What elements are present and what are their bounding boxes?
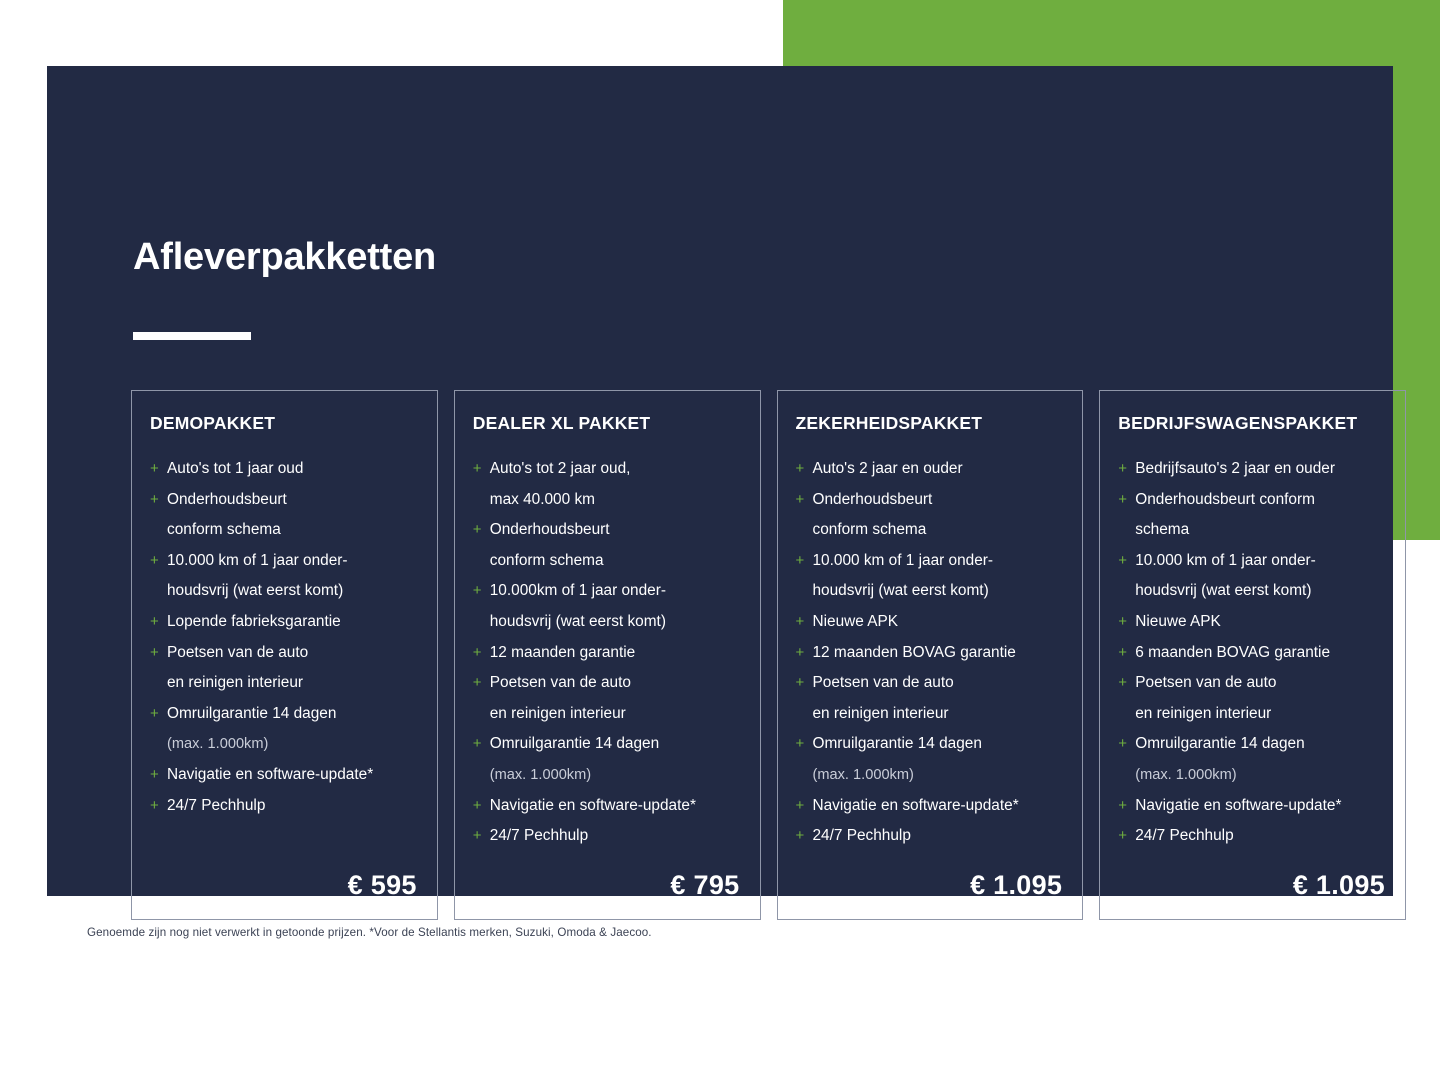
feature-label: Navigatie en software-update*: [1135, 796, 1342, 814]
feature-label-continuation: houdsvrij (wat eerst komt): [489, 612, 666, 630]
feature-label: Poetsen van de auto: [489, 674, 631, 692]
feature-item: [796, 546, 1063, 607]
feature-item: [796, 821, 1063, 852]
feature-label: Onderhoudsbeurt: [489, 521, 610, 539]
feature-item: [1118, 791, 1385, 822]
feature-label: Navigatie en software-update*: [167, 765, 374, 783]
feature-item: [150, 454, 417, 485]
plus-icon: +: [795, 735, 805, 753]
package-card: [777, 390, 1084, 920]
plus-icon: +: [472, 643, 482, 661]
feature-item: [796, 454, 1063, 485]
feature-label: Navigatie en software-update*: [812, 796, 1019, 814]
feature-label: Auto's tot 1 jaar oud: [167, 460, 304, 477]
package-card-title: DEALER XL PAKKET: [472, 413, 651, 433]
feature-item: [796, 638, 1063, 669]
package-card: [1099, 390, 1406, 920]
package-card: [131, 390, 438, 920]
feature-label-continuation: conform schema: [489, 551, 604, 569]
plus-icon: +: [150, 612, 159, 630]
feature-item: [473, 668, 740, 729]
feature-list: [796, 454, 1063, 852]
feature-label: Omruilgarantie 14 dagen: [167, 704, 337, 722]
plus-icon: +: [150, 643, 159, 661]
title-underline-rule: [133, 332, 251, 340]
feature-label: Lopende fabrieksgarantie: [167, 612, 341, 630]
feature-label: 10.000 km of 1 jaar onder-: [812, 551, 994, 569]
plus-icon: +: [1118, 827, 1128, 845]
plus-icon: +: [472, 827, 482, 845]
feature-label-continuation: en reinigen interieur: [1135, 704, 1272, 722]
feature-label-continuation: en reinigen interieur: [489, 704, 626, 722]
feature-label: Nieuwe APK: [1135, 612, 1221, 630]
plus-icon: +: [150, 460, 159, 477]
feature-label-continuation: max 40.000 km: [489, 490, 595, 508]
feature-label: Auto's 2 jaar en ouder: [812, 460, 963, 477]
feature-label: 24/7 Pechhulp: [1135, 827, 1234, 845]
feature-label-continuation: en reinigen interieur: [167, 674, 304, 692]
feature-label: Onderhoudsbeurt conform: [1135, 490, 1315, 508]
plus-icon: +: [150, 551, 159, 569]
plus-icon: +: [472, 674, 482, 692]
feature-item: [1118, 607, 1385, 638]
plus-icon: +: [1118, 643, 1128, 661]
plus-icon: +: [472, 521, 482, 539]
feature-item: [796, 607, 1063, 638]
plus-icon: +: [795, 796, 805, 814]
plus-icon: +: [795, 460, 805, 477]
feature-label: Navigatie en software-update*: [489, 796, 696, 814]
feature-item: [1118, 729, 1385, 790]
feature-label: Auto's tot 2 jaar oud,: [489, 460, 631, 477]
plus-icon: +: [1118, 551, 1128, 569]
plus-icon: +: [150, 796, 159, 814]
feature-label-continuation: en reinigen interieur: [812, 704, 949, 722]
feature-list: [150, 454, 417, 852]
feature-label-continuation: schema: [1135, 521, 1190, 539]
package-card-title: ZEKERHEIDSPAKKET: [795, 413, 983, 433]
feature-item: [1118, 821, 1385, 852]
feature-item: [796, 485, 1063, 546]
footnote-text: Genoemde zijn nog niet verwerkt in getoonde prijzen. *Voor de Stellantis merken, Suzuki, Omoda & Jaecoo.: [87, 926, 652, 939]
feature-label: Poetsen van de auto: [167, 643, 309, 661]
feature-label: 24/7 Pechhulp: [167, 796, 266, 814]
feature-item: [473, 515, 740, 576]
plus-icon: +: [472, 796, 482, 814]
feature-note: (max. 1.000km): [489, 766, 592, 783]
page-title: Afleverpakketten: [133, 236, 437, 278]
feature-label-continuation: houdsvrij (wat eerst komt): [167, 582, 344, 600]
plus-icon: +: [472, 735, 482, 753]
feature-item: [150, 699, 417, 760]
feature-item: [150, 760, 417, 791]
feature-item: [150, 638, 417, 699]
feature-item: [473, 821, 740, 852]
plus-icon: +: [1118, 612, 1128, 630]
plus-icon: +: [795, 827, 805, 845]
feature-label-continuation: conform schema: [812, 521, 927, 539]
feature-label: 10.000 km of 1 jaar onder-: [167, 551, 348, 569]
feature-item: [1118, 485, 1385, 546]
feature-item: [150, 485, 417, 546]
feature-item: [1118, 454, 1385, 485]
feature-label: Omruilgarantie 14 dagen: [489, 735, 660, 753]
feature-note: (max. 1.000km): [1135, 766, 1237, 783]
feature-label-continuation: houdsvrij (wat eerst komt): [1135, 582, 1312, 600]
afleverpakketten-panel: [47, 66, 1393, 900]
feature-item: [796, 668, 1063, 729]
feature-item: [473, 729, 740, 790]
plus-icon: +: [795, 674, 805, 692]
feature-label: 12 maanden BOVAG garantie: [812, 643, 1016, 661]
feature-label: Omruilgarantie 14 dagen: [1135, 735, 1305, 753]
plus-icon: +: [1118, 796, 1128, 814]
feature-label: Nieuwe APK: [812, 612, 899, 630]
feature-label: Onderhoudsbeurt: [812, 490, 933, 508]
feature-item: [473, 638, 740, 669]
package-price: € 595: [347, 869, 417, 900]
plus-icon: +: [1118, 490, 1128, 508]
feature-item: [150, 546, 417, 607]
plus-icon: +: [1118, 460, 1128, 477]
package-price: € 1.095: [1292, 869, 1385, 900]
feature-label: Bedrijfsauto's 2 jaar en ouder: [1135, 460, 1335, 477]
feature-item: [473, 454, 740, 515]
package-card-title: BEDRIJFSWAGENSPAKKET: [1118, 413, 1358, 433]
package-card-list: [131, 390, 1406, 920]
plus-icon: +: [795, 643, 805, 661]
feature-label-continuation: houdsvrij (wat eerst komt): [812, 582, 989, 600]
feature-label: 24/7 Pechhulp: [812, 827, 911, 845]
plus-icon: +: [795, 612, 805, 630]
feature-item: [473, 576, 740, 637]
package-card-title: DEMOPAKKET: [150, 413, 276, 433]
plus-icon: +: [1118, 674, 1128, 692]
plus-icon: +: [1118, 735, 1128, 753]
feature-item: [150, 791, 417, 822]
feature-list: [473, 454, 740, 852]
feature-label: Poetsen van de auto: [1135, 674, 1277, 692]
package-card: [454, 390, 761, 920]
feature-item: [150, 607, 417, 638]
feature-label-continuation: conform schema: [167, 521, 281, 539]
feature-list: [1118, 454, 1385, 852]
plus-icon: +: [150, 765, 159, 783]
feature-label: 10.000 km of 1 jaar onder-: [1135, 551, 1316, 569]
feature-item: [1118, 638, 1385, 669]
plus-icon: +: [150, 490, 159, 508]
package-price: € 1.095: [970, 869, 1063, 900]
plus-icon: +: [150, 704, 159, 722]
feature-label: 12 maanden garantie: [489, 643, 636, 661]
feature-label: Onderhoudsbeurt: [167, 490, 287, 508]
plus-icon: +: [472, 582, 482, 600]
feature-item: [796, 729, 1063, 790]
feature-item: [1118, 546, 1385, 607]
feature-item: [473, 791, 740, 822]
feature-label: 24/7 Pechhulp: [489, 827, 589, 845]
feature-item: [796, 791, 1063, 822]
feature-note: (max. 1.000km): [812, 766, 914, 783]
feature-note: (max. 1.000km): [167, 736, 269, 753]
plus-icon: +: [472, 460, 482, 477]
feature-item: [1118, 668, 1385, 729]
feature-label: Poetsen van de auto: [812, 674, 954, 692]
feature-label: 10.000km of 1 jaar onder-: [489, 582, 666, 600]
feature-label: 6 maanden BOVAG garantie: [1135, 643, 1331, 661]
feature-label: Omruilgarantie 14 dagen: [812, 735, 982, 753]
plus-icon: +: [795, 551, 805, 569]
plus-icon: +: [795, 490, 805, 508]
package-price: € 795: [670, 869, 740, 900]
